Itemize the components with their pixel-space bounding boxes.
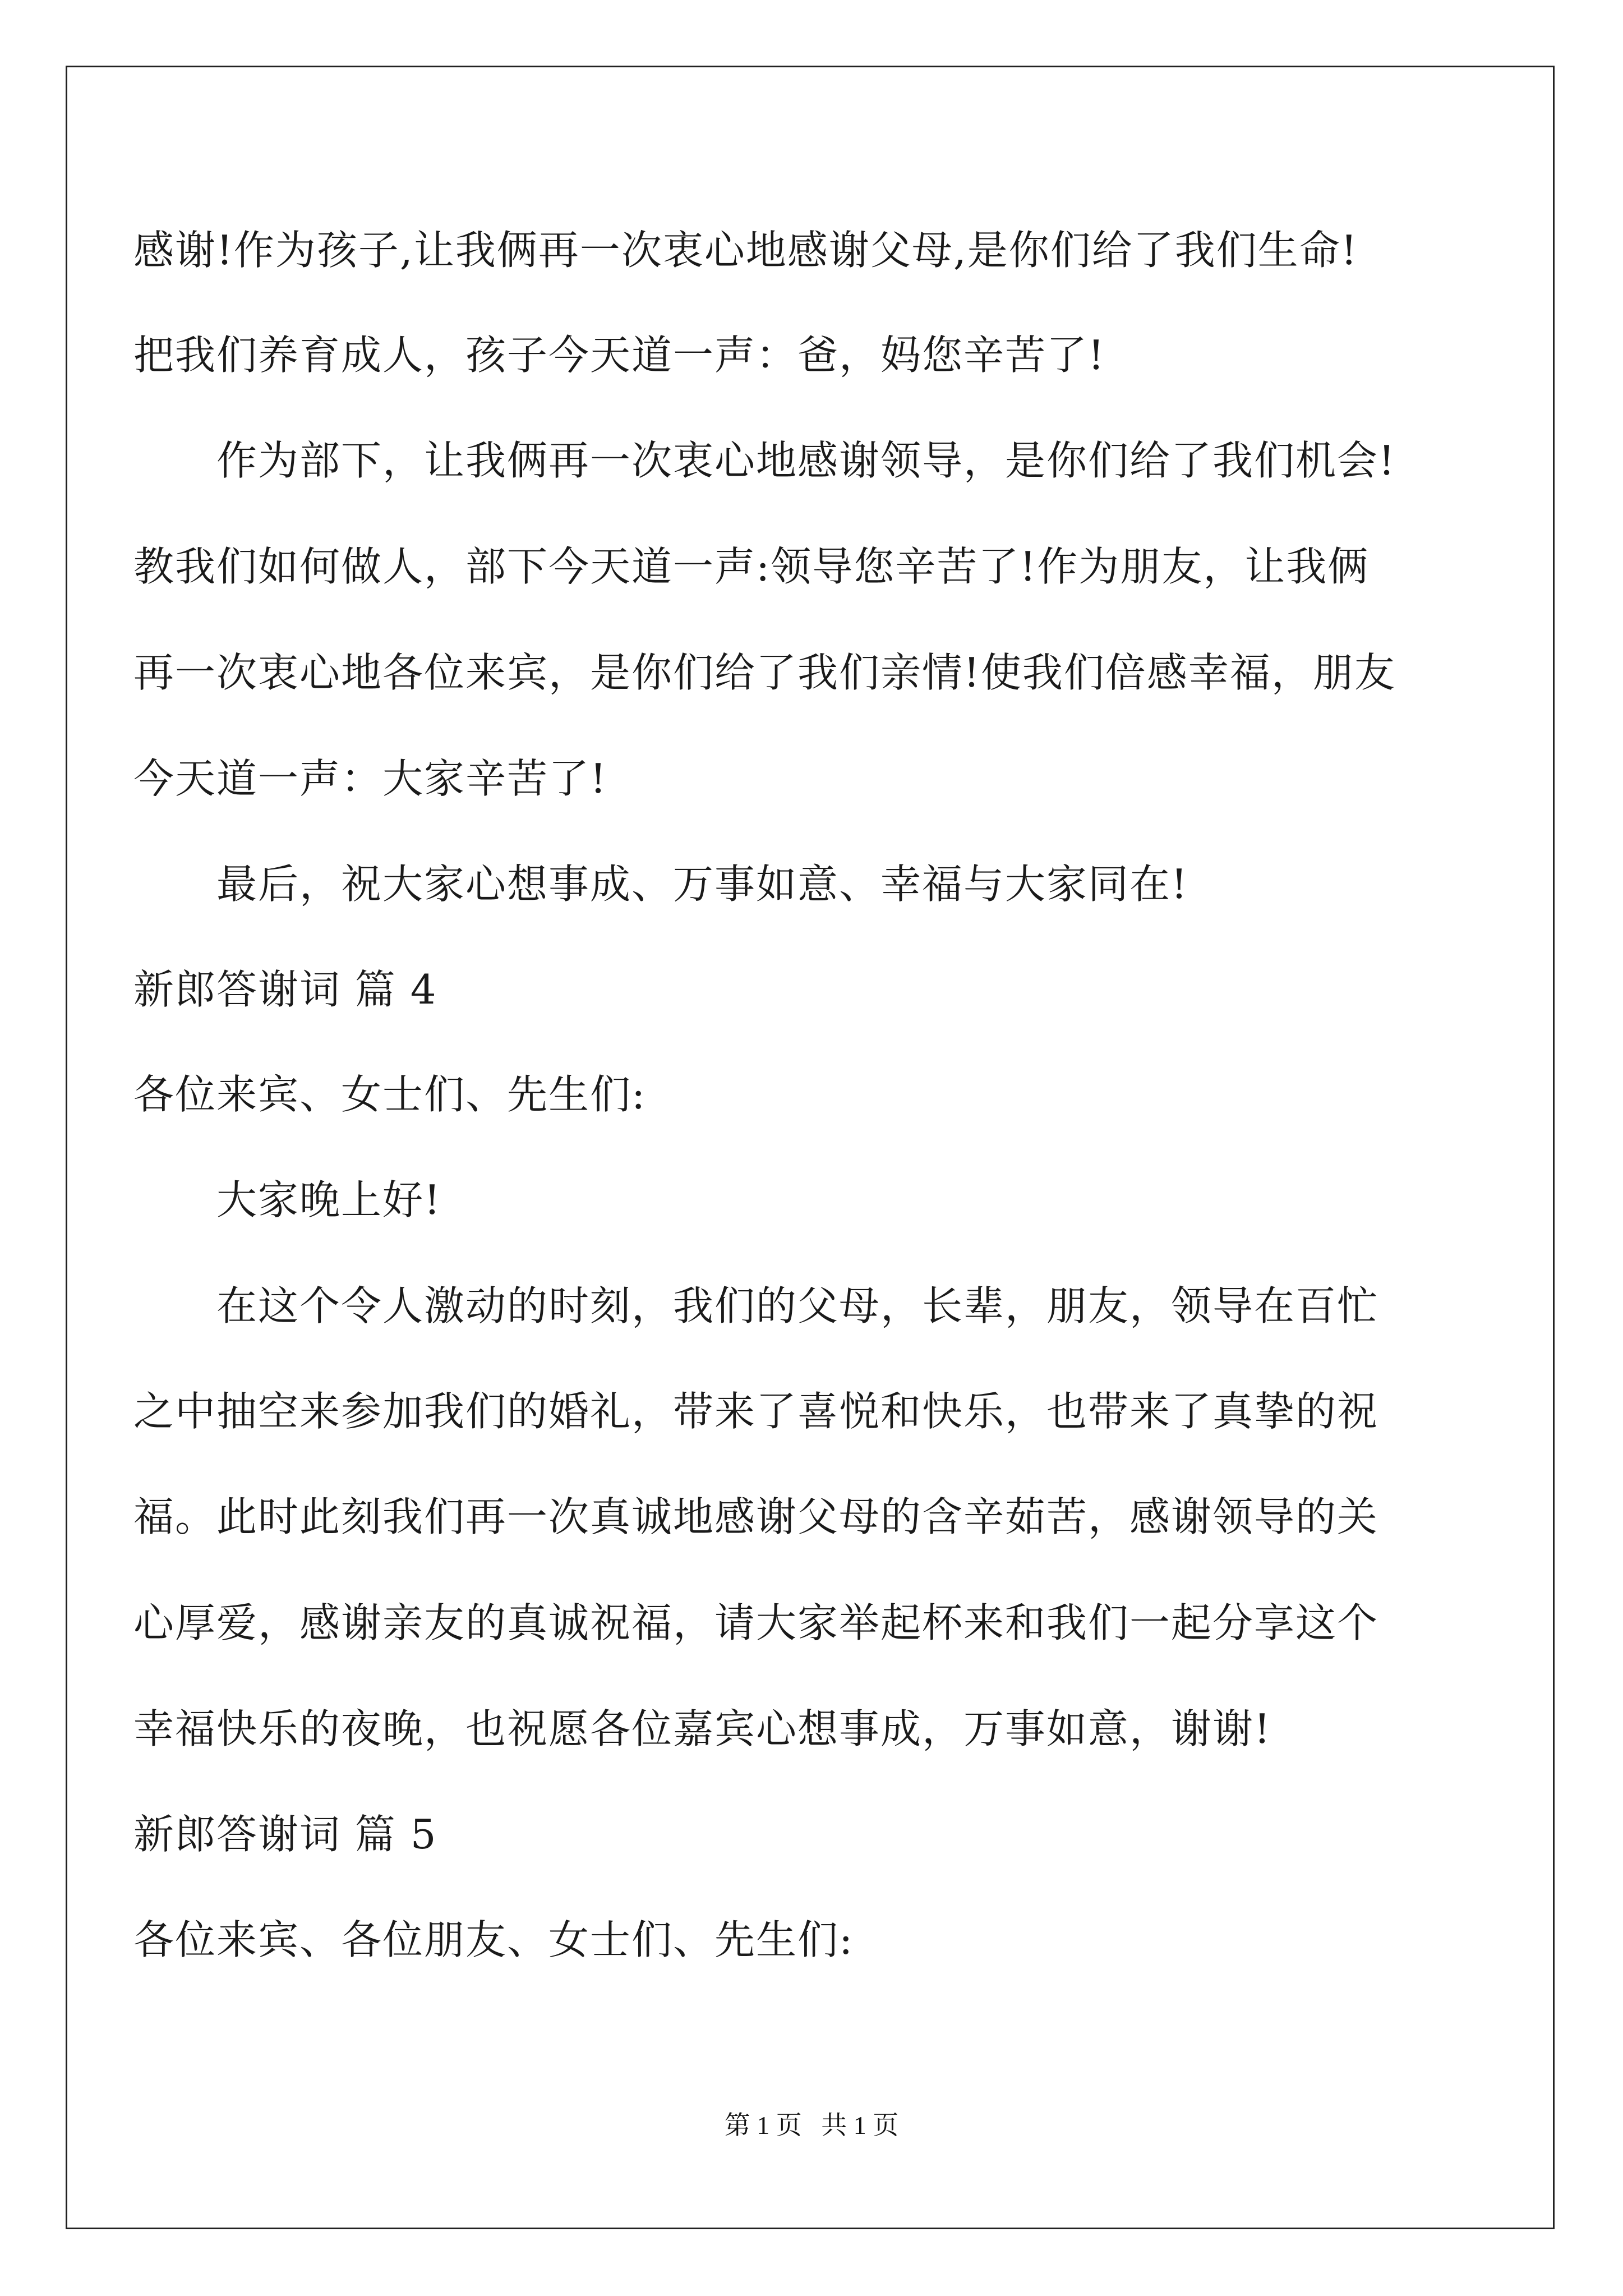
paragraph-line: 最后，祝大家心想事成、万事如意、幸福与大家同在!: [216, 861, 1188, 908]
paragraph-line: 幸福快乐的夜晚，也祝愿各位嘉宾心想事成，万事如意，谢谢!: [133, 1705, 1271, 1752]
paragraph-line: 在这个令人激动的时刻，我们的父母，长辈，朋友，领导在百忙: [216, 1282, 1379, 1329]
paragraph-line: 福。此时此刻我们再一次真诚地感谢父母的含辛茹苦，感谢领导的关: [133, 1493, 1379, 1540]
greeting: 大家晚上好!: [216, 1176, 441, 1223]
salutation: 各位来宾、女士们、先生们:: [133, 1071, 647, 1118]
paragraph-line: 教我们如何做人，部下今天道一声:领导您辛苦了!作为朋友，让我俩: [133, 543, 1370, 590]
paragraph-line: 今天道一声：大家辛苦了!: [133, 755, 607, 802]
section-heading: 新郎答谢词 篇 4: [133, 966, 437, 1013]
paragraph-line: 作为部下，让我俩再一次衷心地感谢领导，是你们给了我们机会!: [216, 437, 1396, 484]
page-border: [66, 66, 1555, 2229]
salutation: 各位来宾、各位朋友、女士们、先生们:: [133, 1916, 854, 1963]
paragraph-line: 之中抽空来参加我们的婚礼，带来了喜悦和快乐，也带来了真挚的祝: [133, 1388, 1379, 1435]
paragraph-line: 把我们养育成人，孩子今天道一声：爸，妈您辛苦了!: [133, 332, 1105, 379]
paragraph-line: 心厚爱，感谢亲友的真诚祝福，请大家举起杯来和我们一起分享这个: [133, 1599, 1379, 1646]
paragraph-line: 感谢!作为孩子,让我俩再一次衷心地感谢父母,是你们给了我们生命!: [133, 227, 1358, 274]
paragraph-line: 再一次衷心地各位来宾，是你们给了我们亲情!使我们倍感幸福，朋友: [133, 649, 1396, 696]
page-number-footer: 第 1 页 共 1 页: [724, 2111, 899, 2139]
section-heading: 新郎答谢词 篇 5: [133, 1811, 437, 1858]
